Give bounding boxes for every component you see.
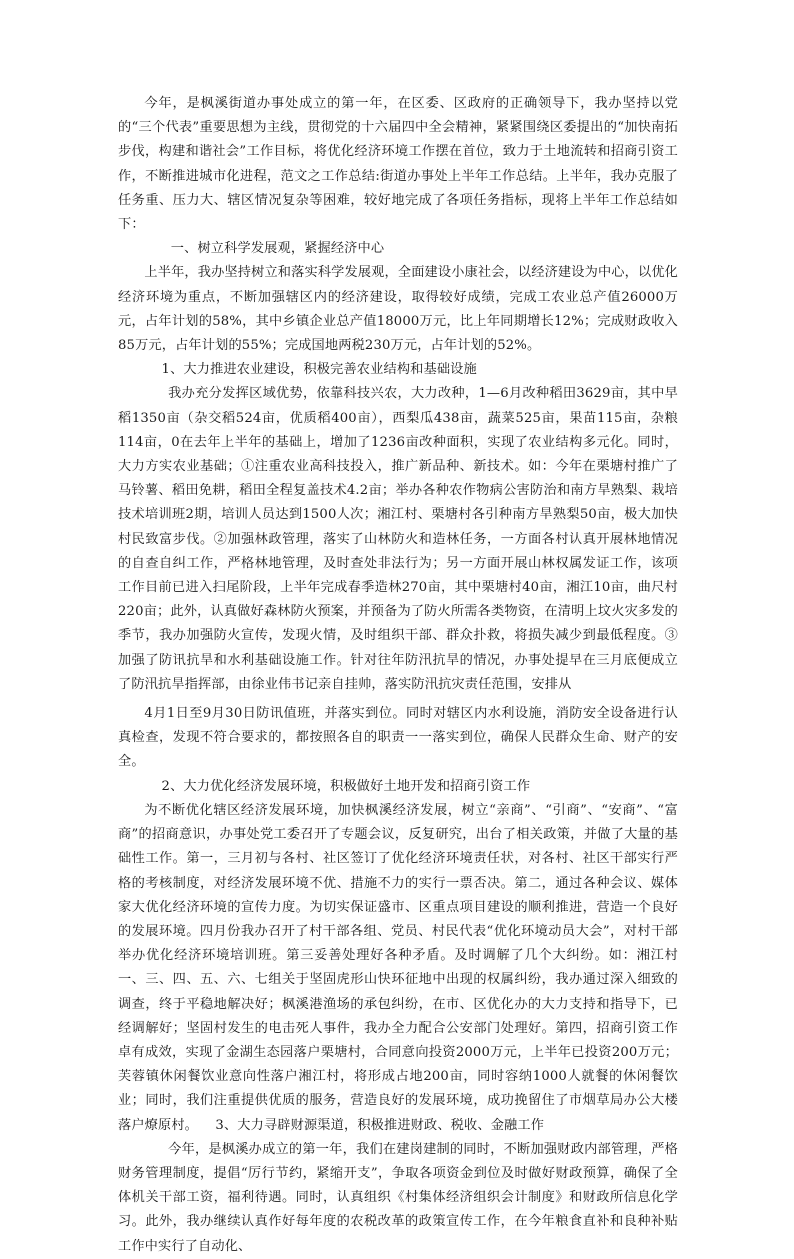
flood-control-paragraph: 4月1日至9月30日防讯值班，并落实到位。同时对辖区内水利设施，消防安全设备进行认真检查，发现不符合要求的，都按照各自的职责一一落实到位，确保人民群众生命、财产的安全。 xyxy=(118,706,678,770)
section-1-paragraph: 上半年，我办坚持树立和落实科学发展观，全面建设小康社会，以经济建设为中心，以优化经济环境为重点，不断加强辖区内的经济建设，取得较好成绩，完成工农业总产值26000万元，占年计划的58%，其中乡镇企业总产值18000万元，比上年同期增长12%；完成财政收入85万元，占年计划的55%；完成国地两税230万元，占年计划的52%。 xyxy=(118,265,678,354)
environment-text: 为不断优化辖区经济发展环境，加快枫溪经济发展，树立“亲商”、“引商”、“安商”、“富商”的招商意识，办事处党工委召开了专题会议，反复研究，出台了相关政策，并做了大量的基础性工作。第一，三月初与各村、社区签订了优化经济环境责任状，对各村、社区干部实行严格的考核制度，对经济发展环境不优、措施不力的实行一票否决。第二，通过各种会议、媒体家大优化经济环境的宣传力度。为切实保证盛市、区重点项目建设的顺利推进，营造一个良好的发展环境。四月份我办召开了村干部各组、党员、村民代表“优化环境动员大会”，对村干部举办优化经济环境培训班。第三妥善处理好各种矛盾。及时调解了几个大纠纷。如：湘江村一、三、四、五、六、七组关于坚固虎形山快环征地中出现的权属纠纷，我办通过深入细致的调查，终于平稳地解决好；枫溪港渔场的承包纠纷，在市、区优化办的大力支持和指导下，已经调解好；坚固村发生的电击死人事件，我办全力配合公安部门处理好。第四，招商引资工作卓有成效，实现了金湖生态园落户栗塘村，合同意向投资2000万元，上半年已投资200万元；芙蓉镇休闲餐饮业意向性落户湘江村，将形成占地200亩，同时容纳1000人就餐的休闲餐饮业；同时，我们注重提供优质的服务，营造良好的发展环境，成功挽留住了市烟草局办公大楼落户燎原村。 xyxy=(118,802,678,1133)
subsection-heading-1: 1、大力推进农业建设，积极完善农业结构和基础设施 xyxy=(161,362,477,378)
finance-paragraph: 今年，是枫溪办成立的第一年，我们在建岗建制的同时，不断加强财政内部管理，严格财务管理制度，提倡“厉行节约，紧缩开支”，争取各项资金到位及时做好财政预算，确保了全体机关干部工资，福利待遇。同时，认真组织《村集体经济组织会计制度》和财政所信息化学习。此外，我办继续认真作好每年度的农税改革的政策宣传工作，在今年粮食直补和良种补贴工作中实行了自动化、 xyxy=(118,1141,678,1254)
intro-paragraph: 今年，是枫溪街道办事处成立的第一年，在区委、区政府的正确领导下，我办坚持以党的“三个代表”重要思想为主线，贯彻党的十六届四中全会精神，紧紧围绕区委提出的“加快南拓步伐，构建和谐社会”工作目标，将优化经济环境工作摆在首位，致力于土地流转和招商引资工作，不断推进城市化进程，范文之工作总结:街道办事处上半年工作总结。上半年，我办克服了任务重、压力大、辖区情况复杂等困难，较好地完成了各项任务指标，现将上半年工作总结如下： xyxy=(118,96,678,233)
agriculture-paragraph: 我办充分发挥区域优势，依靠科技兴农，大力改种，1—6月改种稻田3629亩，其中早稻1350亩（杂交稻524亩，优质稻400亩），西梨瓜438亩，蔬菜525亩，果苗115亩，杂粮114亩，0在去年上半年的基础上，增加了1236亩改种面积，实现了农业结构多元化。同时，大力方实农业基础；①注重农业高科技投入，推广新品种、新技术。如：今年在栗塘村推广了马铃薯、稻田免耕，稻田全程复盖技术4.2亩；举办各种农作物病公害防治和南方旱熟梨、栽培技术培训班2期，培训人员达到1500人次；湘江村、栗塘村各引种南方旱熟梨50亩，极大加快村民致富步伐。②加强林政管理，落实了山林防火和造林任务，一方面各村认真开展林地情况的自查自纠工作，严格林地管理，及时查处非法行为；另一方面开展山林权属发证工作，该项工作目前已进入扫尾阶段，上半年完成春季造林270亩，其中栗塘村40亩，湘江10亩，曲尺村220亩；此外，认真做好森林防火预案，并预备为了防火所需各类物资，在清明上坟火灾多发的季节，我办加强防火宣传，发现火情，及时组织干部、群众扑救，将损失减少到最低程度。③加强了防讯抗旱和水利基础设施工作。针对往年防汛抗旱的情况，办事处提早在三月底便成立了防汛抗旱指挥部，由徐业伟书记亲自挂帅，落实防汛抗灾责任范围，安排从 xyxy=(118,386,678,692)
section-heading-1: 一、树立科学发展观，紧握经济中心 xyxy=(170,241,385,257)
subsection-heading-2: 2、大力优化经济发展环境，积极做好土地开发和招商引资工作 xyxy=(161,778,531,794)
subsection-heading-3: 3、大力寻辟财源渠道，积极推进财政、税收、金融工作 xyxy=(215,1117,545,1133)
environment-paragraph xyxy=(118,799,678,1138)
document-body xyxy=(118,92,678,1259)
